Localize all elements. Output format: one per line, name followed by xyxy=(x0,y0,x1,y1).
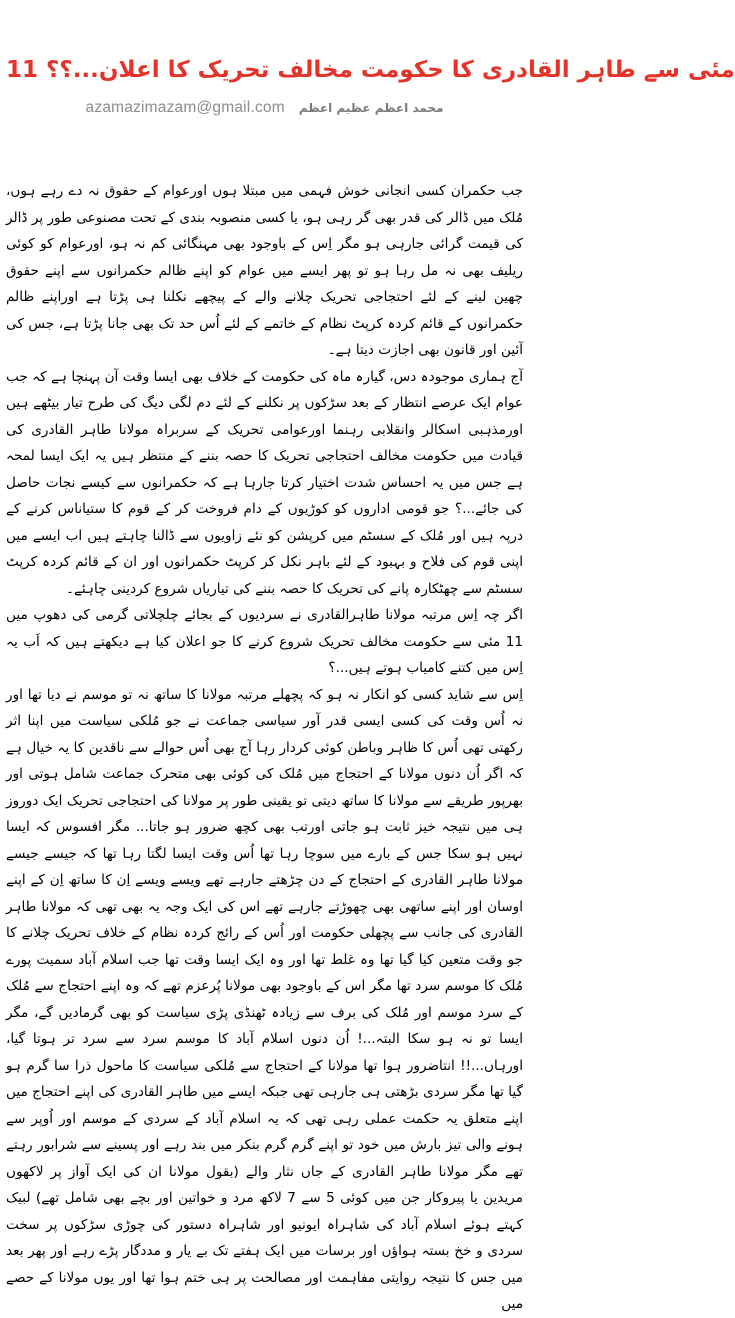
paragraph: جب حکمران کسی انجانی خوش فہمی میں مبتلا ہوں اورعوام کے حقوق نہ دے رہے ہوں، مُلک میں ڈالر کی قدر بھی گر رہی ہو، یا کسی منصوبہ بندی کے تحت مصنوعی طور پر ڈالر کی قیمت گرائی جارہی ہو مگر اِس کے باوجود بھی مہنگائی کم نہ ہو، اورعوام کو کوئی ریلیف بھی نہ مل رہا ہو تو پھر ایسے میں عوام کو اپنے ظالم حکمرانوں سے اپنے حقوق چھین لینے کے لئے احتجاجی تحریک چلانے والے کے پیچھے نکلنا ہی پڑتا ہے اوراپنے ظالم حکمرانوں کے قائم کردہ کرپٹ نظام کے خاتمے کے لئے اُس حد تک بھی جانا پڑتا ہے، جس کی آئین اور قانون بھی اجازت دیتا ہے۔ xyxy=(6,183,523,358)
paragraph: اِس سے شاید کسی کو انکار نہ ہو کہ پچھلے مرتبہ مولانا کا ساتھ نہ تو موسم نے دیا تھا اور نہ اُس وقت کی کسی ایسی قدر آور سیاسی جماعت نے جو مُلکی سیاست میں اپنا اثر رکھتی تھی اُس کا ظاہر وباطن کوئی کردار رہا آج بھی اُس حوالے سے ناقدین کا یہ خیال ہے کہ اگر اُن دنوں مولانا کے احتجاج میں مُلک کی کوئی بھی متحرک جماعت شامل ہوتی اور بھرپور طریقے سے مولانا کا ساتھ دیتی تو یقینی طور پر مولانا کی احتجاجی تحریک ایک دوروز ہی میں نتیجہ خیز ثابت ہو جاتی اورتب بھی کچھ ضرور ہو جاتا... مگر افسوس کہ ایسا نہیں ہو سکا جس کے بارے میں سوچا رہا تھا اُس وقت ایسا لگتا رہا تھا کہ جیسے جیسے مولانا طاہر القادری کے احتجاج کے دن چڑھتے جارہے تھے ویسے ویسے اِن کا ساتھ اِن کے اپنے اوسان اور اپنے ساتھی بھی چھوڑتے جارہے تھے اس کی ایک وجہ یہ بھی تھی کہ مولانا طاہر القادری کی جانب سے پچھلی حکومت اور اُس کے رائج کردہ نظام کے خلاف تحریک چلانے کا جو وقت متعین کیا گیا تھا وہ غلط تھا اور وہ ایک ایسا وقت تھا جب اسلام آباد سمیت پورے مُلک کا موسم سرد تھا مگر اس کے باوجود بھی مولانا پُرعزم تھے کہ وہ اپنے احتجاج سے مُلک کے سرد موسم اور مُلک کی برف سے زیادہ ٹھنڈی پڑی سیاست کو بھی گرمادیں گے، مگر ایسا تو نہ ہو سکا البتہ...! اُن دنوں اسلام آباد کا موسم سرد سے سرد تر ہوتا گیا، اورہاں...!! انتاضرور ہوا تھا مولانا کے احتجاج سے مُلکی سیاست کا ماحول ذرا سا گرم ہو گیا تھا مگر سردی بڑھتی ہی جارہی تھی جبکہ ایسے میں طاہر القادری کی اپنے احتجاج میں اپنے متعلق یہ حکمت عملی رہی تھی کہ یہ اسلام آباد کے سردی کے موسم اور اُوپر سے ہونے والی تیز بارش میں خود تو اپنے گرم گرم بنکر میں بند رہے اور پسینے سے شرابور رہتے تھے مگر مولانا طاہر القادری کے جاں نثار والے (بقول مولانا ان کی ایک آواز پر لاکھوں مریدین یا پیروکار جن میں کوئی 5 سے 7 لاکھ مرد و خواتین اور بچے بھی شامل تھے) لبیک کہتے ہوئے اسلام آباد کی شاہراہ ایونیو اور شاہراہ دستور کی چوڑی سڑکوں پر سخت سردی و خخ بستہ ہواؤں اور برسات میں ایک ہفتے تک بے یار و مددگار پڑے رہے اور پھر بعد میں جس کا نتیجہ روایتی مفاہمت اور مصالحت پر ہی ختم ہوا تھا اور یوں مولانا کے حصے میں xyxy=(6,686,524,1312)
byline xyxy=(6,94,523,122)
article-body xyxy=(6,178,524,1312)
paragraph: اگر چہ اِس مرتبہ مولانا طاہرالقادری نے سردیوں کے بجائے چلچلاتی گرمی کی دھوپ میں 11 مئی سے حکومت مخالف تحریک شروع کرنے کا جو اعلان کیا ہے دیکھتے ہیں کہ اَب یہ اِس میں کتنے کامیاب ہوتے ہیں...؟ xyxy=(6,607,523,676)
paragraph: آج ہماری موجودہ دس، گیارہ ماہ کی حکومت کے خلاف بھی ایسا وقت آن پہنچا ہے کہ جب عوام ایک عرصے انتظار کے بعد سڑکوں پر نکلنے کے لئے دم لگی دیگ کی طرح تیار بیٹھے ہیں اورمذہبی اسکالر وانقلابی رہنما اورعوامی تحریک کے سربراہ مولانا طاہر القادری کی قیادت میں حکومت مخالف احتجاجی تحریک کا حصہ بننے کے منتظر ہیں یہ ایک ایسا لمحہ ہے جس میں یہ احساس شدت اختیار کرتا جارہا ہے کہ حکمرانوں سے کیسے نجات حاصل کی جائے...؟ جو قومی اداروں کو کوڑیوں کے دام فروخت کر کے قوم کا ستیاناس کرنے کے درپہ ہیں اور مُلک کے سسٹم میں کرپشن کو نئے زاویوں سے ڈالنا چاہتے ہیں اب ایسے میں اپنی قوم کی فلاح و بہبود کے لئے باہر نکل کر کرپٹ حکمرانوں اور ان کے قائم کردہ کرپٹ سسٹم سے چھٹکارہ پانے کی تحریک کا حصہ بننے کی تیاریاں شروع کردینی چاہئے۔ xyxy=(6,368,523,597)
article-title: 11 مئی سے طاہر القادری کا حکومت مخالف تحریک کا اعلان...؟؟ xyxy=(6,57,735,83)
author-email[interactable]: azamazimazam@gmail.com xyxy=(85,99,285,116)
author-name: محمد اعظم عظیم اعظم xyxy=(298,101,444,115)
